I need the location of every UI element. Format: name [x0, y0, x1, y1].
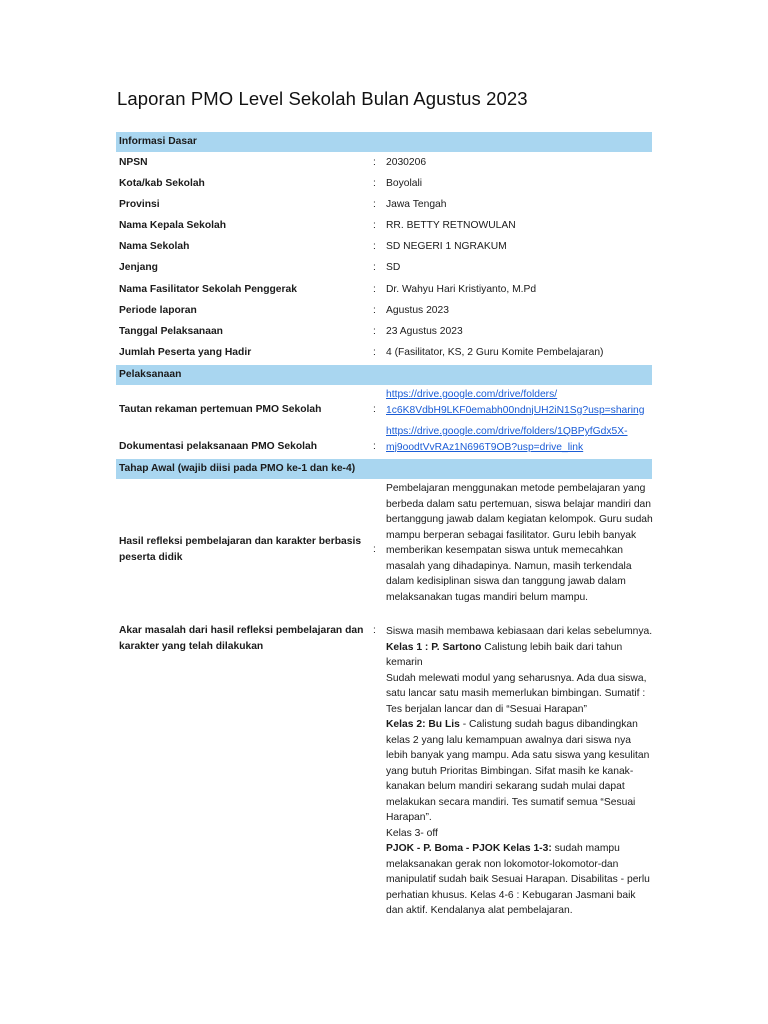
rekaman-link-line2[interactable]: 1c6K8VdbH9LKF0emabh00ndnjUH2iN1Sg?usp=sharing [386, 404, 645, 416]
akar-kelas1 [386, 640, 654, 671]
dokumentasi-link[interactable] [386, 424, 654, 455]
info-value-tanggal: 23 Agustus 2023 [386, 326, 463, 337]
dokumentasi-link-line1[interactable]: https://drive.google.com/drive/folders/1QBPyfGdx5X- [386, 426, 628, 437]
akar-pjok [386, 841, 654, 919]
info-value-periode: Agustus 2023 [386, 305, 449, 316]
akar-masalah-label: Akar masalah dari hasil refleksi pembelajaran dan karakter yang telah dilakukan [119, 625, 364, 652]
kelas1-heading: Kelas 1 : P. Sartono [386, 641, 482, 653]
colon: : [373, 347, 376, 358]
info-label-nama-sekolah: Nama Sekolah [119, 241, 190, 252]
pjok-text: sudah mampu melaksanakan gerak non lokomotor-lokomotor-dan manipulatif sudah baik Sesuai Harapan. Disabilitas - perlu perhatian khusus. Kelas 4-6 : Kebugaran Jasmani baik dan aktif. Kendalanya alat pembelajaran. [386, 843, 650, 916]
colon: : [373, 157, 376, 168]
pelaksanaan-label-dokumentasi: Dokumentasi pelaksanaan PMO Sekolah [119, 441, 317, 452]
colon: : [373, 404, 376, 415]
section-header-pelaksanaan: Pelaksanaan [116, 365, 652, 385]
info-label-jumlah-peserta: Jumlah Peserta yang Hadir [119, 347, 252, 358]
kelas2-text: - Calistung sudah bagus dibandingkan kelas 2 yang lalu kemampuan awalnya dari siswa nya lebih banyak yang mampu. Ada satu siswa yang kesulitan yang butuh Prioritas Bimbingan. Sifat masih ke kanak-kanakan belum mandiri sekarang sudah mulai dapat melakukan secara mandiri. Tes sumatif semua “Sesuai Harapan”. [386, 719, 650, 823]
kelas1-text: Calistung lebih baik dari tahun kemarin [386, 641, 623, 668]
rekaman-link-line1[interactable]: https://drive.google.com/drive/folders/ [386, 389, 558, 400]
info-label-fasilitator: Nama Fasilitator Sekolah Penggerak [119, 284, 297, 295]
rekaman-link[interactable] [386, 387, 654, 418]
akar-intro: Siswa masih membawa kebiasaan dari kelas sebelumnya. [386, 626, 653, 637]
info-label-periode: Periode laporan [119, 305, 197, 316]
info-label-jenjang: Jenjang [119, 262, 158, 273]
info-value-fasilitator: Dr. Wahyu Hari Kristiyanto, M.Pd [386, 284, 537, 295]
info-label-kota: Kota/kab Sekolah [119, 178, 205, 189]
colon: : [373, 544, 376, 555]
info-value-kepala-sekolah: RR. BETTY RETNOWULAN [386, 220, 516, 231]
colon: : [373, 305, 376, 316]
info-value-npsn: 2030206 [386, 157, 427, 168]
page-title: Laporan PMO Level Sekolah Bulan Agustus 2023 [117, 88, 528, 109]
info-label-npsn: NPSN [119, 157, 148, 168]
colon: : [373, 326, 376, 337]
kelas2-heading: Kelas 2: Bu Lis [386, 719, 460, 730]
pjok-heading: PJOK - P. Boma - PJOK Kelas 1-3: [386, 843, 552, 854]
colon: : [373, 441, 376, 452]
info-label-kepala-sekolah: Nama Kepala Sekolah [119, 220, 227, 231]
akar-kelas1-more: Sudah melewati modul yang seharusnya. Ada dua siswa, satu lancar satu masih memerlukan bimbingan. Sumatif : Tes berjalan lancar dan di “Sesuai Harapan” [386, 672, 647, 715]
info-value-jumlah-peserta: 4 (Fasilitator, KS, 2 Guru Komite Pembelajaran) [386, 347, 604, 358]
colon: : [373, 262, 376, 273]
colon: : [373, 241, 376, 252]
info-label-tanggal: Tanggal Pelaksanaan [119, 326, 223, 337]
dokumentasi-link-line2[interactable]: mj9oodtVvRAz1N696T9OB?usp=drive_link [386, 441, 584, 453]
colon: : [373, 220, 376, 231]
info-value-jenjang: SD [386, 262, 401, 273]
akar-kelas2 [386, 717, 654, 826]
section-header-tahap-awal: Tahap Awal (wajib diisi pada PMO ke-1 dan ke-4) [116, 459, 652, 479]
refleksi-value: Pembelajaran menggunakan metode pembelajaran yang berbeda dalam satu pertemuan, siswa belajar mandiri dan bertanggung jawab dalam kegiatan kelompok. Guru sudah mampu berperan sebagai fasilitator. Guru lebih banyak memberikan kesempatan siswa untuk memecahkan masalah yang dihadapinya. Namun, masih terkendala dalam kedisiplinan siswa dan tanggung jawab dalam melaksanakan tugas mandiri belum mampu. [386, 483, 653, 603]
refleksi-label: Hasil refleksi pembelajaran dan karakter berbasis peserta didik [119, 536, 362, 563]
akar-masalah-value [386, 624, 654, 919]
info-value-nama-sekolah: SD NEGERI 1 NGRAKUM [386, 241, 507, 252]
info-value-provinsi: Jawa Tengah [386, 199, 447, 210]
info-value-kota: Boyolali [386, 178, 423, 189]
colon: : [373, 178, 376, 189]
colon: : [373, 284, 376, 295]
colon: : [373, 199, 376, 210]
pelaksanaan-label-tautan-rekaman: Tautan rekaman pertemuan PMO Sekolah [119, 404, 322, 415]
colon: : [373, 625, 376, 636]
section-header-informasi-dasar: Informasi Dasar [116, 132, 652, 152]
info-label-provinsi: Provinsi [119, 199, 160, 210]
akar-kelas3: Kelas 3- off [386, 827, 438, 839]
